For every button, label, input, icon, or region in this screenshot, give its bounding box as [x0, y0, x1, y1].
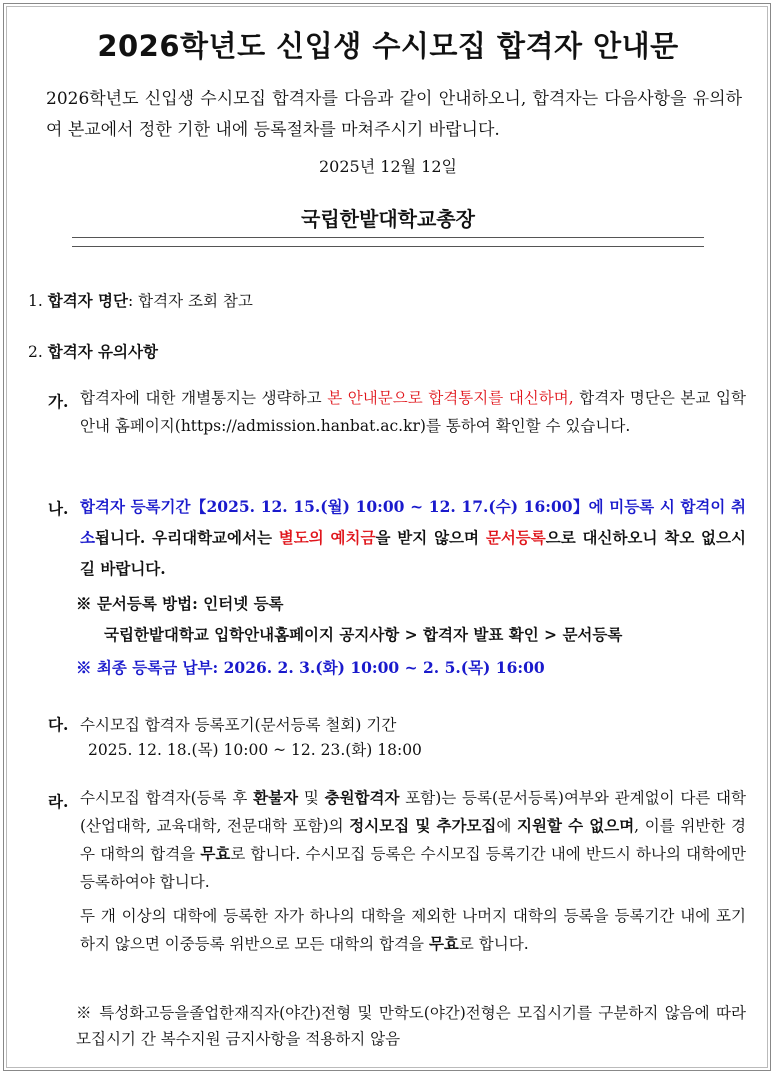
- na-text-7: 으로 대신하오니 착오 없으시길 바랍니다.: [80, 528, 746, 578]
- item-ga-text: [80, 384, 746, 440]
- na-doc-registration: 문서등록: [485, 528, 546, 547]
- ra-text-1: 수시모집 합격자(등록 후: [80, 789, 254, 807]
- ra-text-9: , 이를 위반한 경우 대학의 합격을: [80, 817, 746, 863]
- ra-text-3: 및: [298, 789, 325, 807]
- na-note-path: 국립한밭대학교 입학안내홈페이지 공지사항 > 합격자 발표 확인 > 문서등록: [104, 625, 623, 644]
- document-title: 2026학년도 신입생 수시모집 합격자 안내문: [97, 29, 679, 63]
- na-note-tuition: ※ 최종 등록금 납부: 2026. 2. 3.(화) 10:00 ~ 2. 5.(목) 16:00: [76, 658, 545, 677]
- na-text-5: 을 받지 않으며: [375, 528, 486, 547]
- ra-regular-recruit: 정시모집 및 추가모집: [349, 816, 497, 835]
- item-na-marker: 나.: [48, 499, 69, 518]
- ra-p2-end: 로 합니다.: [458, 935, 529, 953]
- item-ra-text: [80, 784, 746, 896]
- ra-paragraph-2: [80, 902, 746, 958]
- na-note-method: ※ 문서등록 방법: 인터넷 등록: [76, 594, 284, 613]
- ga-text-3: 합격자 명단은 본교 입학안내 홈페이지(https://admission.hanbat.ac.kr)를 통하여 확인할 수 있습니다.: [80, 389, 746, 435]
- na-registration-period: 합격자 등록기간【2025. 12. 15.(월) 10:00 ~ 12. 17.(수) 16:00】: [80, 497, 589, 516]
- ra-cannot-apply: 지원할 수 없으며: [517, 816, 635, 835]
- section-2-number: 2.: [28, 343, 43, 361]
- item-da-marker: 다.: [48, 715, 69, 734]
- section-1: [28, 289, 253, 311]
- da-line-1: 수시모집 합격자 등록포기(문서등록 철회) 기간: [80, 716, 397, 734]
- document-date: 2025년 12월 12일: [319, 157, 457, 176]
- section-1-text: : 합격자 조회 참고: [128, 292, 253, 310]
- item-ra-marker: 라.: [48, 792, 69, 811]
- ra-text-5: 포함)는 등록(문서등록)여부와 관계없이 다른 대학(산업대학, 교육대학, 전문대학 포함)의: [80, 789, 747, 835]
- ra-invalid: 무효: [200, 844, 231, 863]
- da-line-2: 2025. 12. 18.(목) 10:00 ~ 12. 23.(화) 18:00: [88, 741, 422, 759]
- item-ga-marker: 가.: [48, 392, 69, 411]
- na-text-3: 됩니다. 우리대학교에서는: [94, 528, 279, 547]
- ra-note: ※ 특성화고등을졸업한재직자(야간)전형 및 만학도(야간)전형은 모집시기를 구분하지 않음에 따라 모집시기 간 복수지원 금지사항을 적용하지 않음: [76, 1004, 746, 1048]
- intro-paragraph: 2026학년도 신입생 수시모집 합격자를 다음과 같이 안내하오니, 합격자는 다음사항을 유의하여 본교에서 정한 기한 내에 등록절차를 마쳐주시기 바랍니다.: [46, 89, 742, 140]
- ra-text-7: 에: [496, 817, 518, 835]
- section-2: [28, 340, 158, 362]
- section-1-label: 합격자 명단: [47, 291, 128, 310]
- issuer-name: 국립한밭대학교총장: [301, 207, 475, 231]
- ga-text-1: 합격자에 대한 개별통지는 생략하고: [80, 389, 328, 407]
- section-2-label: 합격자 유의사항: [47, 342, 158, 361]
- ra-p2-text: 두 개 이상의 대학에 등록한 자가 하나의 대학을 제외한 나머지 대학의 등록을 등록기간 내에 포기하지 않으면 이중등록 위반으로 모든 대학의 합격을: [80, 907, 746, 953]
- ra-additional: 충원합격자: [324, 788, 400, 807]
- ra-text-11: 로 합니다. 수시모집 등록은 수시모집 등록기간 내에 반드시 하나의 대학에만 등록하여야 합니다.: [80, 845, 747, 891]
- ga-text-highlight: 본 안내문으로 합격통지를 대신하며,: [327, 389, 574, 407]
- na-cancel-warning: 에 미등록 시 합격이 취소: [80, 497, 747, 547]
- ra-p2-invalid: 무효: [428, 934, 459, 953]
- ra-refund: 환불자: [253, 788, 299, 807]
- section-1-number: 1.: [28, 292, 43, 310]
- item-na-text: [80, 491, 746, 584]
- na-deposit: 별도의 예치금: [278, 528, 376, 547]
- double-line-divider: [72, 237, 704, 247]
